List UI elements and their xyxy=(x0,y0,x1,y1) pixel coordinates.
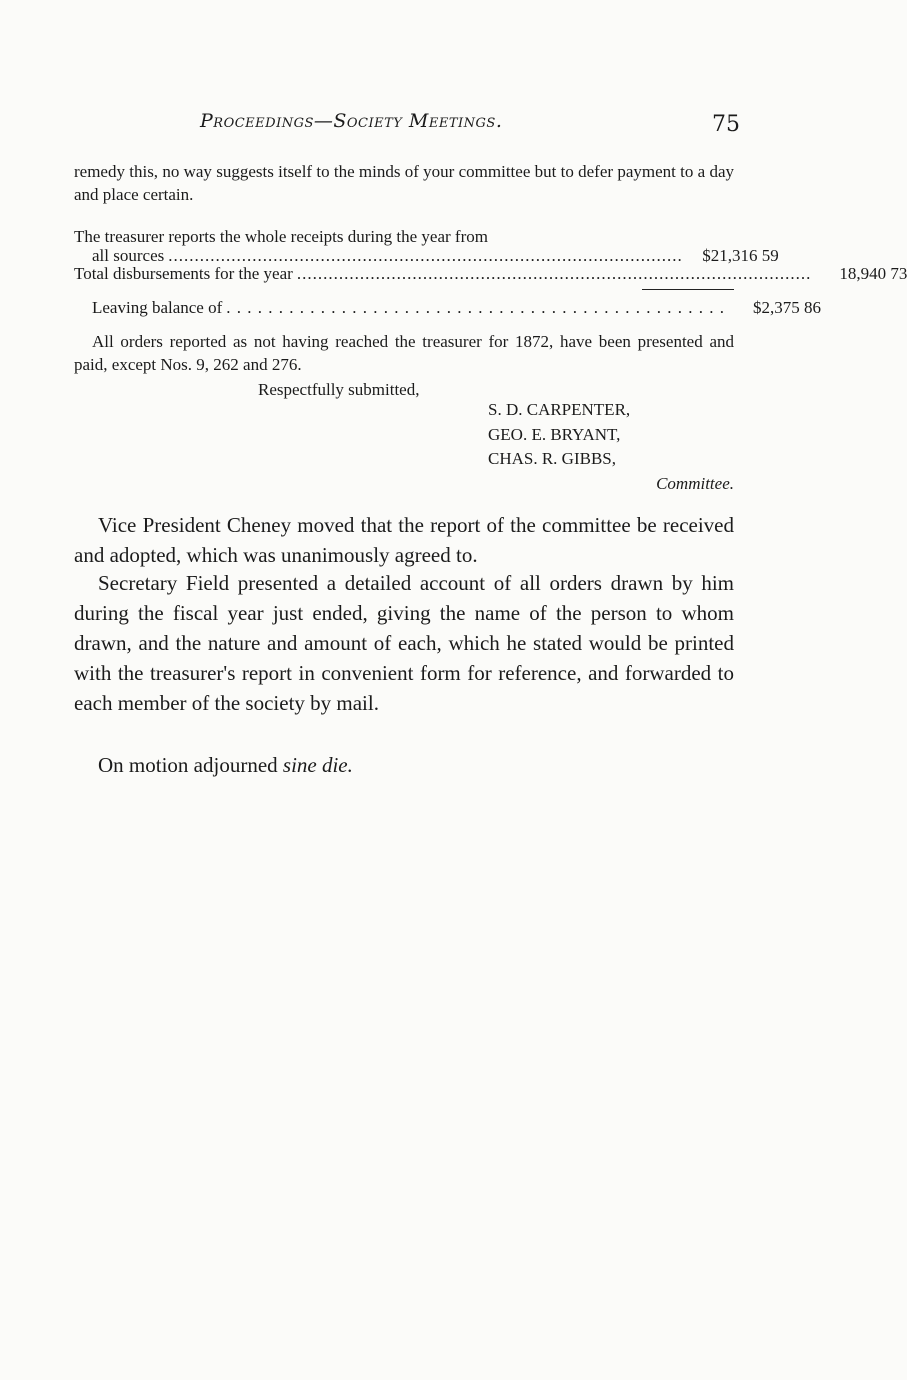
adjourned-italic: sine die. xyxy=(282,753,353,777)
leader-dots: .................................................................................................. xyxy=(296,264,812,283)
paragraph-secretary: Secretary Field presented a detailed account of all orders drawn by him during the fiscal year just ended, giving the name of the person to whom drawn, and the nature and amount of each, which he stated would be printed with the treasurer's report in convenient form for reference, and forwarded to each member of the society by mail. xyxy=(74,571,734,715)
paragraph-adoption: Vice President Cheney moved that the report of the committee be received and adopted, which was unanimously agreed to. xyxy=(74,513,734,567)
closing-line: Respectfully submitted, xyxy=(258,380,420,399)
sum-rule xyxy=(642,289,734,290)
financial-row-balance xyxy=(74,296,822,318)
running-title: Proceedings—Society Meetings. xyxy=(200,110,503,132)
signatory: S. D. CARPENTER, xyxy=(488,400,631,419)
page-number: 75 xyxy=(712,112,740,137)
financial-label: Leaving balance of xyxy=(92,298,223,317)
orders-paragraph: All orders reported as not having reached the treasurer for 1872, have been presented and paid, except Nos. 9, 262 and 276. xyxy=(74,332,734,374)
paragraph-adjourned xyxy=(74,750,734,780)
signatory: CHAS. R. GIBBS, xyxy=(488,449,617,468)
financial-intro: The treasurer reports the whole receipts during the year from xyxy=(74,227,488,246)
financial-amount: 18,940 73 xyxy=(839,264,907,283)
adjourned-text: On motion adjourned xyxy=(98,753,283,777)
leader-dots: .................................................................................................. xyxy=(168,246,683,265)
financial-row-disbursements xyxy=(74,262,907,284)
page-header xyxy=(200,110,740,138)
report-continuation: remedy this, no way suggests itself to the minds of your committee but to defer payment to a day and place certain. xyxy=(74,162,734,204)
financial-amount: $21,316 59 xyxy=(702,246,779,265)
committee-label: Committee. xyxy=(656,474,734,493)
signatory: GEO. E. BRYANT, xyxy=(488,425,621,444)
financial-label: all sources xyxy=(92,246,165,265)
leader-dots: . . . . . . . . . . . . . . . . . . . . . . . . . . . . . . . . . . . . . . . . . . . . . . . . xyxy=(226,298,726,317)
financial-amount: $2,375 86 xyxy=(753,298,822,317)
financial-label: Total disbursements for the year xyxy=(74,264,293,283)
